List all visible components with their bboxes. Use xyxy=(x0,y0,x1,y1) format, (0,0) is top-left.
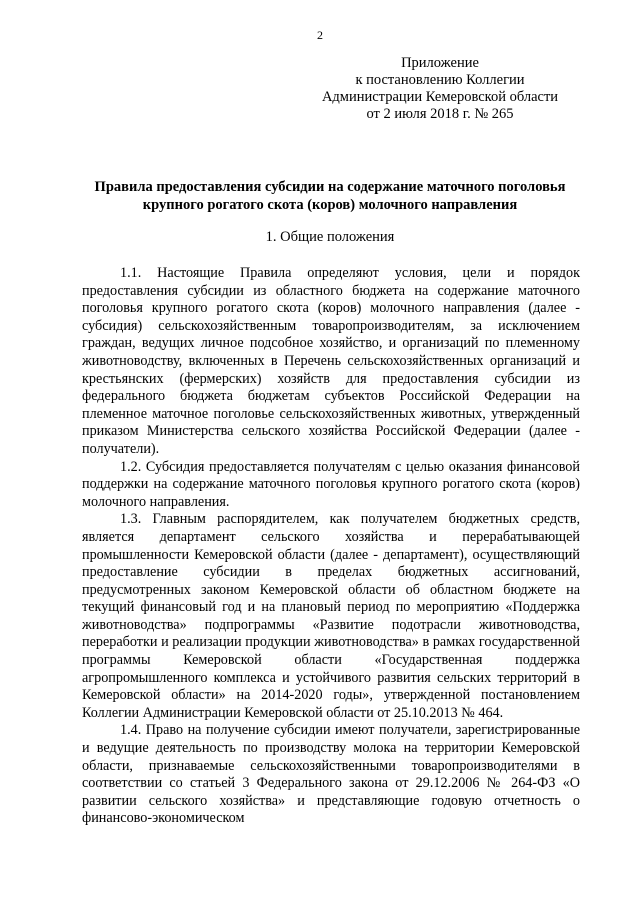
appendix-block xyxy=(300,55,580,123)
appendix-line: Администрации Кемеровской области xyxy=(321,89,559,105)
paragraph-1-2: 1.2. Субсидия предоставляется получателям с целью оказания финансовой поддержки на содержание маточного поголовья крупного рогатого скота (коров) молочного направления. xyxy=(82,458,580,510)
paragraph-1-3: 1.3. Главным распорядителем, как получателем бюджетных средств, является департамент сельского хозяйства и перерабатывающей промышленности Кемеровской области (далее - департамент), осуществляющий предоставление субсидии в пределах бюджетных ассигнований, предусмотренных законом Кемеровской области об областном бюджете на текущий финансовый год и на плановый период по мероприятию «Поддержка животноводства» подпрограммы «Развитие подотрасли животноводства, переработки и реализации продукции животноводства» в рамках государственной программы Кемеровской области «Государственная поддержка агропромышленного комплекса и устойчивого развития сельских территорий в Кемеровской области» на 2014-2020 годы», утвержденной постановлением Коллегии Администрации Кемеровской области от 25.10.2013 № 464. xyxy=(82,511,580,721)
section-heading: 1. Общие положения xyxy=(265,229,395,245)
appendix-line: Приложение xyxy=(401,55,479,71)
paragraph-1-4: 1.4. Право на получение субсидии имеют получатели, зарегистрированные и ведущие деятельность по производству молока на территории Кемеровской области, признаваемые сельскохозяйственными товаропроизводителями в соответствии со статьей 3 Федерального закона от 29.12.2006 № 264-ФЗ «О развитии сельского хозяйства» и представляющие годовую отчетность о финансово-экономическом xyxy=(82,722,580,827)
title-line: Правила предоставления субсидии на содержание маточного поголовья xyxy=(94,179,566,195)
document-title xyxy=(80,178,580,214)
page-number: 2 xyxy=(317,28,323,42)
paragraph-1-1: 1.1. Настоящие Правила определяют условия, цели и порядок предоставления субсидии из областного бюджета на содержание маточного поголовья крупного рогатого скота (коров) молочного направления (далее - субсидия) сельскохозяйственным товаропроизводителям, за исключением граждан, ведущих личное подсобное хозяйство, и организаций по племенному животноводству, включенных в Перечень сельскохозяйственных организаций и крестьянских (фермерских) хозяйств для предоставления субсидии из федерального бюджета бюджетам субъектов Российской Федерации на племенное маточное поголовье сельскохозяйственных животных, утвержденный приказом Министерства сельского хозяйства Российской Федерации (далее - получатели). xyxy=(82,265,580,457)
title-line: крупного рогатого скота (коров) молочного направления xyxy=(142,197,518,213)
appendix-line: от 2 июля 2018 г. № 265 xyxy=(366,106,514,122)
body-text xyxy=(82,265,580,828)
appendix-line: к постановлению Коллегии xyxy=(355,72,525,88)
